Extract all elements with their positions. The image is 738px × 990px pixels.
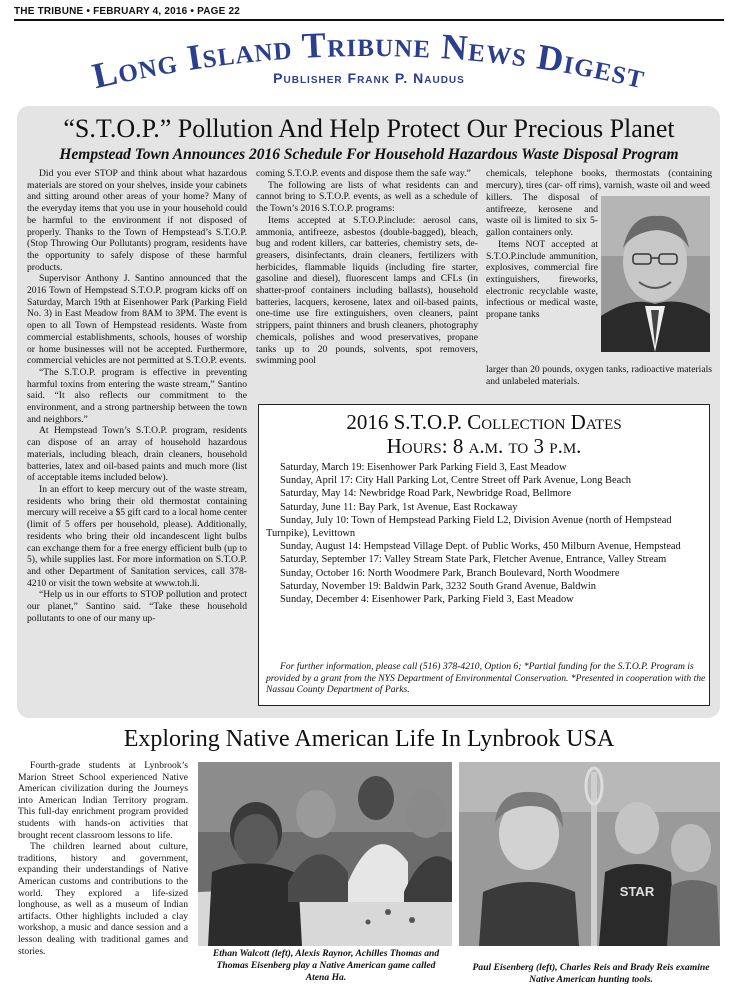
paragraph: In an effort to keep mercury out of the waste stream, residents who bring their old thermostat containing mercury will receive a $5 gift card to a local home center (limit of 5 offers per household, please). Additionally, residents who bring their old incandescent light bulbs can exchange them for a free energy efficient bulb (up to 5), while supplies last. For more information on S.T.O.P. and other Department of Sanitation services, call 378-4210 or visit the town website at www.toh.li. [27,483,247,589]
story1-subhead: Hempstead Town Announces 2016 Schedule For Household Hazardous Waste Disposal Program [59,146,679,163]
paragraph: Supervisor Anthony J. Santino announced that the 2016 Town of Hempstead S.T.O.P. program kicks off on Saturday, March 19th at Eisenhower Park (Parking Field No. 3) in East Meadow from 8AM to 3PM. The event is open to all Town of Hempstead residents. Waste from commercial establishments, schools, houses of worship or home businesses will not be accepted. Furthermore, commercial vehicles are not permitted at S.T.O.P. events. [27,273,247,367]
list-item: Saturday, November 19: Baldwin Park, 3232 South Grand Avenue, Baldwin [280,580,596,592]
publisher-line: Publisher Frank P. Naudus [273,70,465,86]
story1-column-2 [256,168,478,367]
students-game-photo [198,762,452,946]
list-item: Saturday, March 19: Eisenhower Park Parking Field 3, East Meadow [280,462,567,473]
list-item: Saturday, September 17: Valley Stream State Park, Fletcher Avenue, Entrance, Valley Stream [280,554,667,566]
paragraph: killers. The disposal of antifreeze, kerosene and waste oil is limited to six 5-gallon containers only. [486,192,598,239]
story1-column-3-top [486,168,712,191]
paragraph: Items NOT accepted at S.T.O.P.include ammunition, explosives, commercial fire extinguishers, fireworks, electronic recyclable waste, infectious or medical waste, propane tanks [486,238,598,321]
paragraph: Did you ever STOP and think about what hazardous materials are stored on your shelves, inside your cabinets and sitting around other areas of your home? Many of the everyday items that you use in your household could be harmful to the environment if not disposed of properly. Thanks to the Town of Hempstead’s S.T.O.P. (Stop Throwing Our Pollutants) program, residents have the opportunity to safely dispose of these harmful products. [27,168,247,273]
paragraph: “The S.T.O.P. program is effective in preventing harmful toxins from entering the waste stream,” Santino said. “It also reflects our commitment to the environment, and a strong partnership between the town and neighbors.” [27,366,247,425]
photo1-caption: Ethan Walcott (left), Alexis Raynor, Achilles Thomas and Thomas Eisenberg play a Native American game called Atena Ha. [212,948,440,983]
list-item: Sunday, April 17: City Hall Parking Lot, Centre Street off Park Avenue, Long Beach [280,475,632,487]
paragraph: larger than 20 pounds, oxygen tanks, radioactive materials and unlabeled materials. [486,364,712,387]
list-item: Saturday, June 11: Bay Park, 1st Avenue, East Rockaway [280,501,518,513]
paragraph: The following are lists of what residents can and cannot bring to S.T.O.P. events, as well as a schedule of the Town’s 2016 S.T.O.P. programs: [256,179,478,215]
paragraph: Fourth-grade students at Lynbrook’s Marion Street School experienced Native American civilization during the Journeys into American Indian Territory program. This full-day enrichment program provided students with hands-on activities that brought recent classroom lessons to life. [18,760,188,841]
list-item: Sunday, October 16: North Woodmere Park, Branch Boulevard, North Woodmere [280,567,620,579]
masthead [0,14,738,114]
paragraph: coming S.T.O.P. events and dispose them the safe way.” [256,168,471,179]
list-item: Sunday, August 14: Hempstead Village Dept. of Public Works, 450 Milburn Avenue, Hempstead [280,541,681,553]
list-item: Sunday, July 10: Town of Hempstead Parking Field L2, Division Avenue (north of Hempstead Turnpike), Levittown [266,514,672,540]
page-header: THE TRIBUNE • FEBRUARY 4, 2016 • PAGE 22 [14,6,240,17]
paragraph: “Help us in our efforts to STOP pollution and protect our planet,” Santino said. “Take these household pollutants to one of our many up- [27,589,247,624]
collection-hours-title: Hours: 8 a.m. to 3 p.m. [386,434,582,458]
paragraph: Items accepted at S.T.O.P.include: aerosol cans, ammonia, antifreeze, asbestos (double-bagged), bleach, bug and rodent killers, car batteries, chemistry sets, de-greasers, disinfectants, drain cleaners, fertilizers with herbicides, flammable liquids (including fire starter, gasoline and diesel), fluorescent lamps and CFLs (in shatter-proof containers including ballasts), household batteries, lacquers, kerosene, latex and oil-based paints, one-time use fire extinguishers, oven cleaners, paint strippers, paint thinners and brush cleaners, photography chemicals, polishes and wood preservatives, propane tanks up to 20 pounds, solvents, spot removers, swimming pool [256,214,478,367]
collection-dates-list [266,461,706,606]
story1-headline: “S.T.O.P.” Pollution And Help Protect Our Precious Planet [63,114,675,143]
story1-column-1 [27,168,247,624]
list-item: Sunday, December 4: Eisenhower Park, Parking Field 3, East Meadow [280,594,574,606]
santino-portrait-photo [601,196,710,352]
collection-dates-note: For further information, please call (516) 378-4210, Option 6; *Partial funding for the S.T.O.P. Program is provided by a grant from the NYS Department of Environmental Conservation. *Presented in cooperation with the Nassau County Department of Parks. [266,661,706,696]
photo2-caption: Paul Eisenberg (left), Charles Reis and Brady Reis examine Native American hunting tools. [472,962,710,985]
shirt-text: STAR [619,884,655,899]
story1-column-3-middle [486,192,598,321]
masthead-title: Long Island Tribune News Digest [88,23,650,97]
list-item: Saturday, May 14: Newbridge Road Park, Newbridge Road, Bellmore [280,488,572,500]
paragraph: chemicals, telephone books, thermostats (containing mercury), tires (car- off rims), varnish, waste oil and weed [486,168,712,191]
story2-headline: Exploring Native American Life In Lynbrook USA [123,726,615,752]
students-hunting-tools-photo [459,762,720,946]
paragraph: The children learned about culture, traditions, history and government, expanding their understandings of Native American customs and contributions to the world. They explored a life-sized longhouse, as well as a museum of Indian artifacts. Other highlights included a clay workshop, a music and dance session and a lesson dealing with traditional games and stories. [18,841,188,957]
collection-dates-title: 2016 S.T.O.P. Collection Dates [346,410,622,434]
story1-column-3-bottom [486,364,712,387]
story2-column [18,760,188,957]
paragraph: At Hempstead Town’s S.T.O.P. program, residents can dispose of an array of household hazardous materials, including bleach, drain cleaners, household batteries, latex and oil-based paints and much more (list of acceptable items included below). [27,425,247,484]
